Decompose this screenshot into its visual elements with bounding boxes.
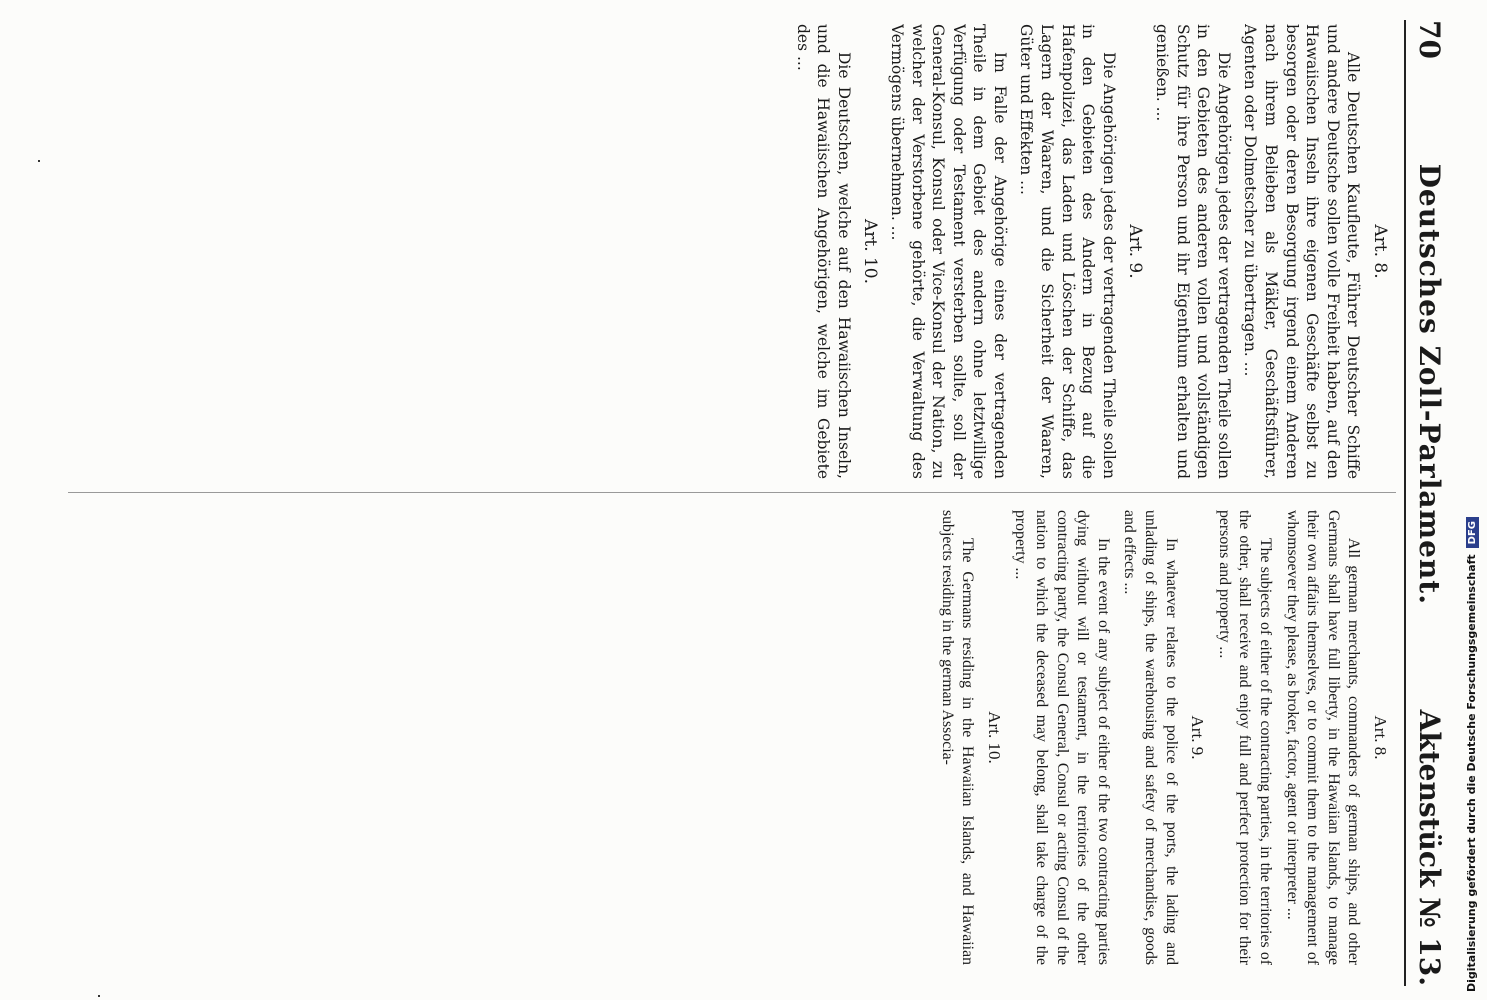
scan-speck — [98, 995, 100, 997]
art9-heading-de: Art. 9. — [1125, 224, 1146, 279]
art9-paragraph-2-en: In the event of any subject of either of the two contracting parties dying without will or testament, in the territories of the other contracting party, the Consul General, Consul or acting Consul of the nation to which the deceased may belong, shall take charge of the property ... — [1012, 510, 1112, 965]
art10-paragraph-1-en: The Germans residing in the Hawaiian Islands, and Hawaiian subjects residing in the german Associa- — [938, 510, 977, 965]
scan-speck — [38, 160, 40, 162]
art8-paragraph-1-de: Alle Deutschen Kaufleute, Führer Deutscher Schiffe und andere Deutsche sollen volle Freiheit haben, auf den Hawaiischen Inseln ihre eigenen Geschäfte selbst zu besorgen oder deren Besorgung irgend einem Anderen nach ihrem Belieben als Mäkler, Geschäftsführer, Agenten oder Dolmetscher zu übertragen. ... — [1241, 24, 1363, 479]
page-title: Deutsches Zoll-Parlament. — [1413, 163, 1447, 605]
art8-heading-de: Art. 8. — [1370, 224, 1390, 279]
art9-heading-en: Art. 9. — [1188, 715, 1208, 760]
digitization-credit — [1465, 517, 1479, 992]
digitization-sidebar — [1462, 8, 1484, 992]
english-column — [68, 510, 1396, 965]
art10-heading-de: Art. 10. — [860, 218, 881, 285]
art10-paragraph-1-de: Die Deutschen, welche auf den Hawaiischen Inseln, und die Hawaiischen Angehörigen, welche im Gebiete des ... — [793, 24, 853, 479]
page-number: 70 — [1413, 20, 1447, 59]
art8-heading-en: Art. 8. — [1371, 715, 1390, 760]
art9-paragraph-1-de: Die Angehörigen jedes der vertragenden Theile sollen in den Gebieten des Andern in Bezug auf die Hafenpolizei, das Laden und Löschen der Schiffe, das Lagern der Waaren, und die Sicherheit der Waaren, Güter und Effekten ... — [1017, 24, 1118, 479]
header-rule — [1404, 20, 1406, 986]
rotated-page — [58, 0, 1458, 1000]
art9-paragraph-2-de: Im Falle der Angehörige eines der vertragenden Theile in dem Gebiet des andern ohne letztwillige Verfügung oder Testament versterben sollte, soll der General-Konsul, Konsul oder Vice-Konsul der Nation, zu welcher der Verstorbene gehörte, die Verwaltung des Vermögens übernehmen. ... — [887, 24, 1009, 479]
art8-paragraph-2-en: The subjects of either of the contracting parties, in the territories of the other, shall receive and enjoy full and perfect protection for their persons and property ... — [1215, 510, 1275, 965]
page-header — [1408, 20, 1452, 986]
german-column — [68, 24, 1396, 479]
credit-text: Digitalisierung gefördert durch die Deutsche Forschungsgemeinschaft — [1465, 554, 1478, 992]
document-number: Aktenstück № 13. — [1413, 709, 1447, 986]
column-divider — [68, 492, 1396, 493]
art8-paragraph-1-en: All german merchants, commanders of german ships, and other Germans shall have full liberty, in the Hawaiian Islands, to manage their own affairs themselves, or to commit them to the management of whomsoever they please, as broker, factor, agent or interpreter ... — [1283, 510, 1363, 965]
art9-paragraph-1-en: In whatever relates to the police of the ports, the lading and unlading of ships, the warehousing and safety of merchandise, goods and effects ... — [1121, 510, 1180, 965]
dfg-logo: DFG — [1466, 517, 1479, 548]
art10-heading-en: Art. 10. — [984, 711, 1004, 764]
art8-paragraph-2-de: Die Angehörigen jedes der vertragenden Theile sollen in den Gebieten des anderen vollen und vollständigen Schutz für ihre Person und ihr Eigenthum erhalten und genießen. ... — [1153, 24, 1233, 479]
